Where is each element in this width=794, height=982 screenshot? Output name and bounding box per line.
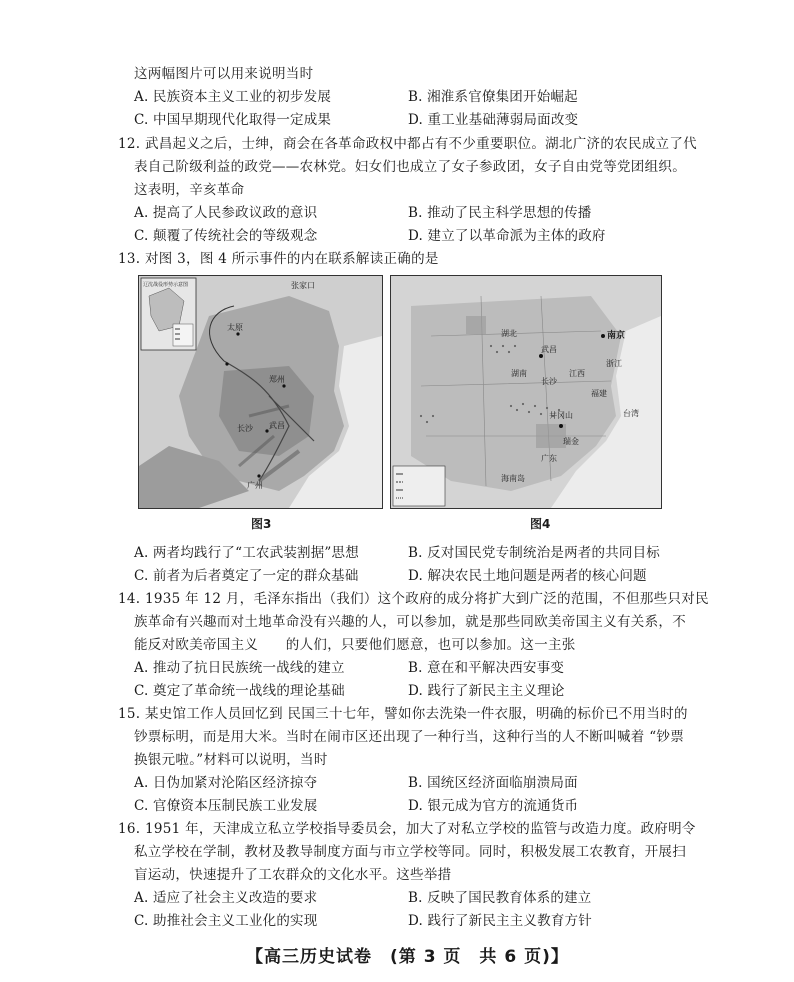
map4-label-jiangxi: 江西 xyxy=(569,369,585,378)
map4-label-hunan: 湖南 xyxy=(511,369,527,378)
q16-option-d: D. 践行了新民主主义教育方针 xyxy=(408,913,592,929)
q14-stem-line1: 14. 1935 年 12 月，毛泽东指出（我们）这个政府的成分将扩大到广泛的范围，不但那些只对民 xyxy=(118,591,709,607)
q14-option-b: B. 意在和平解决西安事变 xyxy=(408,660,565,676)
map4-label-zhejiang: 浙江 xyxy=(606,359,622,368)
map3-label-zhangjiakou: 张家口 xyxy=(291,281,315,290)
q15-stem-line3: 换银元啦。”材料可以说明，当时 xyxy=(134,752,328,768)
q14-option-d: D. 践行了新民主主义理论 xyxy=(408,683,565,699)
map4-label-guangdong: 广东 xyxy=(541,454,557,463)
map4-label-nanjing: 南京 xyxy=(607,331,626,341)
map4-label-fujian: 福建 xyxy=(591,389,607,398)
q16-stem-line1: 16. 1951 年，天津成立私立学校指导委员会，加大了对私立学校的监管与改造力度。政府明令 xyxy=(118,821,696,837)
q14-stem-line3: 能反对欧美帝国主义 的人们，只要他们愿意，也可以参加。这一主张 xyxy=(134,637,576,653)
figure-4-map xyxy=(390,275,662,509)
map4-label-hainan: 海南岛 xyxy=(501,474,525,483)
q15-stem-line1: 15. 某史馆工作人员回忆到 民国三十七年，譬如你去洗染一件衣服，明确的标价已不用当时的 xyxy=(118,706,688,722)
map3-label-taiyuan: 太原 xyxy=(227,323,243,332)
q12-option-c: C. 颠覆了传统社会的等级观念 xyxy=(134,228,318,244)
q11-option-b: B. 湘淮系官僚集团开始崛起 xyxy=(408,89,578,105)
map3-label-zhengzhou: 郑州 xyxy=(269,375,285,384)
map3-label-guangzhou: 广州 xyxy=(247,481,263,490)
q11-option-a: A. 民族资本主义工业的初步发展 xyxy=(134,89,332,105)
figure-3-caption: 图3 xyxy=(251,517,272,531)
q13-option-d: D. 解决农民土地问题是两者的核心问题 xyxy=(408,568,647,584)
q16-option-b: B. 反映了国民教育体系的建立 xyxy=(408,890,592,906)
q11-stem: 这两幅图片可以用来说明当时 xyxy=(134,66,314,82)
q15-option-a: A. 日伪加紧对沦陷区经济掠夺 xyxy=(134,775,318,791)
q12-stem-line3: 这表明，辛亥革命 xyxy=(134,182,245,198)
map4-label-wuchang: 武昌 xyxy=(541,345,557,354)
q16-option-a: A. 适应了社会主义改造的要求 xyxy=(134,890,318,906)
q13-option-c: C. 前者为后者奠定了一定的群众基础 xyxy=(134,568,359,584)
map3-label-changsha: 长沙 xyxy=(237,424,253,433)
q14-stem-line2: 族革命有兴趣而对土地革命没有兴趣的人，可以参加，就是那些同欧美帝国主义有关系，不 xyxy=(134,614,686,630)
map4-label-hubei: 湖北 xyxy=(501,329,517,338)
q12-stem-line2: 表自己阶级利益的政党——农林党。妇女们也成立了女子参政团，女子自由党等党团组织。 xyxy=(134,159,686,175)
q14-option-c: C. 奠定了革命统一战线的理论基础 xyxy=(134,683,345,699)
q13-option-a: A. 两者均践行了“工农武装割据”思想 xyxy=(134,545,359,561)
q16-option-c: C. 助推社会主义工业化的实现 xyxy=(134,913,318,929)
map4-label-jinggangshan: 井冈山 xyxy=(549,411,573,420)
q12-option-b: B. 推动了民主科学思想的传播 xyxy=(408,205,592,221)
q15-option-c: C. 官僚资本压制民族工业发展 xyxy=(134,798,318,814)
q12-option-d: D. 建立了以革命派为主体的政府 xyxy=(408,228,606,244)
q12-stem-line1: 12. 武昌起义之后，士绅，商会在各革命政权中都占有不少重要职位。湖北广济的农民成立了代 xyxy=(118,136,697,152)
map3-inset-title: 辽沈战役形势示意图 xyxy=(143,282,189,288)
q12-option-a: A. 提高了人民参政议政的意识 xyxy=(134,205,318,221)
page-footer: 【高三历史试卷 (第 3 页 共 6 页)】 xyxy=(246,947,569,967)
q11-option-c: C. 中国早期现代化取得一定成果 xyxy=(134,112,332,128)
map3-label-wuchang: 武昌 xyxy=(269,421,285,430)
figure-3-map xyxy=(138,275,383,509)
q13-stem: 13. 对图 3，图 4 所示事件的内在联系解读正确的是 xyxy=(118,251,439,267)
map4-label-changsha: 长沙 xyxy=(541,377,557,386)
q16-stem-line2: 私立学校在学制，教材及教导制度方面与市立学校等同。同时，积极发展工农教育，开展扫 xyxy=(134,844,686,860)
q14-option-a: A. 推动了抗日民族统一战线的建立 xyxy=(134,660,345,676)
q15-option-b: B. 国统区经济面临崩溃局面 xyxy=(408,775,578,791)
q16-stem-line3: 盲运动，快速提升了工农群众的文化水平。这些举措 xyxy=(134,867,452,883)
q13-option-b: B. 反对国民党专制统治是两者的共同目标 xyxy=(408,545,661,561)
q11-option-d: D. 重工业基础薄弱局面改变 xyxy=(408,112,579,128)
map4-label-ruijin: 瑞金 xyxy=(563,437,579,446)
map4-label-taiwan: 台湾 xyxy=(623,409,639,418)
q15-option-d: D. 银元成为官方的流通货币 xyxy=(408,798,579,814)
q15-stem-line2: 钞票标明，而是用大米。当时在闹市区还出现了一种行当，这种行当的人不断叫喊着 “钞票 xyxy=(134,729,684,745)
figure-4-caption: 图4 xyxy=(530,517,551,531)
